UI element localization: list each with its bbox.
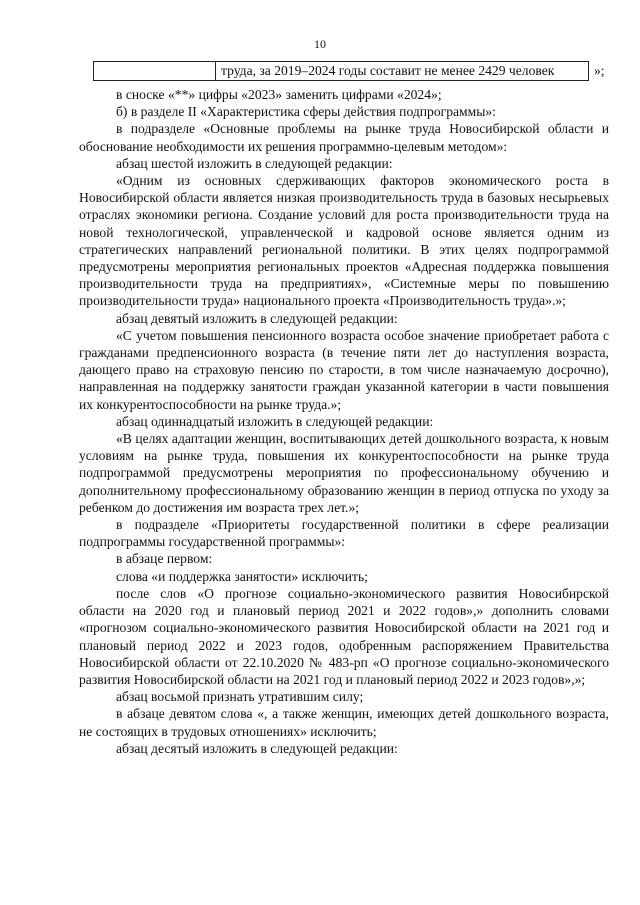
paragraph: в абзаце девятом слова «, а также женщин, имеющих детей дошкольного возраста, не состоящих в трудовых отношениях» исключить; <box>79 706 609 739</box>
paragraph: абзац десятый изложить в следующей редакции: <box>116 740 398 756</box>
paragraph: абзац одиннадцатый изложить в следующей редакции: <box>116 413 434 429</box>
paragraph: в сноске «**» цифры «2023» заменить цифрами «2024»; <box>116 87 442 102</box>
paragraph: «С учетом повышения пенсионного возраста особое значение приобретает работа с гражданами предпенсионного возраста (в течение пяти лет до наступления возраста, дающего право на страховую пенсию по старости, в том числе назначаемую досрочно), направленная на поддержку занятости граждан указанной категории в части повышения их конкурентоспособности на рынке труда.»; <box>79 327 609 412</box>
document-body <box>79 86 609 757</box>
table-cell-left <box>94 62 216 80</box>
paragraph: в подразделе «Приоритеты государственной политики в сфере реализации подпрограммы государственной программы»: <box>79 517 609 550</box>
page-number: 10 <box>314 37 326 51</box>
paragraph: в подразделе «Основные проблемы на рынке труда Новосибирской области и обоснование необходимости их решения программно-целевым методом»: <box>79 121 609 154</box>
paragraph: после слов «О прогнозе социально-экономического развития Новосибирской области на 2020 год и плановый период 2021 и 2022 годов»,» дополнить словами «прогнозом социально-экономического развития Новосибирской области на 2021 год и плановый период 2022 и 2023 годов, одобренным распоряжением Правительства Новосибирской области от 22.10.2020 № 483-рп «О прогнозе социально-экономического развития Новосибирской области на 2021 год и плановый период 2022 и 2023 годов»,»; <box>79 585 609 687</box>
paragraph: абзац шестой изложить в следующей редакции: <box>116 155 393 171</box>
table-cell-right: труда, за 2019–2024 годы составит не менее 2429 человек <box>221 63 555 78</box>
paragraph: в абзаце первом: <box>116 551 213 567</box>
paragraph: б) в разделе II «Характеристика сферы действия подпрограммы»: <box>116 104 496 120</box>
table-row-closing: »; <box>594 63 605 78</box>
paragraph: слова «и поддержка занятости» исключить; <box>116 568 368 584</box>
paragraph: «Одним из основных сдерживающих факторов экономического роста в Новосибирской области является низкая производительность труда в базовых несырьевых отраслях экономики региона. Создание условий для роста производительности труда на новой технологической, управленческой и кадровой основе является одним из стратегических направлений региональной политики. В этих целях подпрограммой предусмотрены мероприятия региональных проектов «Адресная поддержка повышения производительности труда на предприятиях», «Системные меры по повышению производительности труда» национального проекта «Производительность труда».»; <box>79 173 609 309</box>
table-row <box>93 61 589 81</box>
paragraph: «В целях адаптации женщин, воспитывающих детей дошкольного возраста, к новым условиям на рынке труда, повышения их конкурентоспособности на рынке труда подпрограммой предусмотрены мероприятия по профессиональному обучению и дополнительному профессиональному образованию женщин в период отпуска по уходу за ребенком до достижения им возраста трех лет.»; <box>79 431 609 515</box>
paragraph: абзац девятый изложить в следующей редакции: <box>116 310 398 326</box>
paragraph: абзац восьмой признать утратившим силу; <box>116 689 364 705</box>
